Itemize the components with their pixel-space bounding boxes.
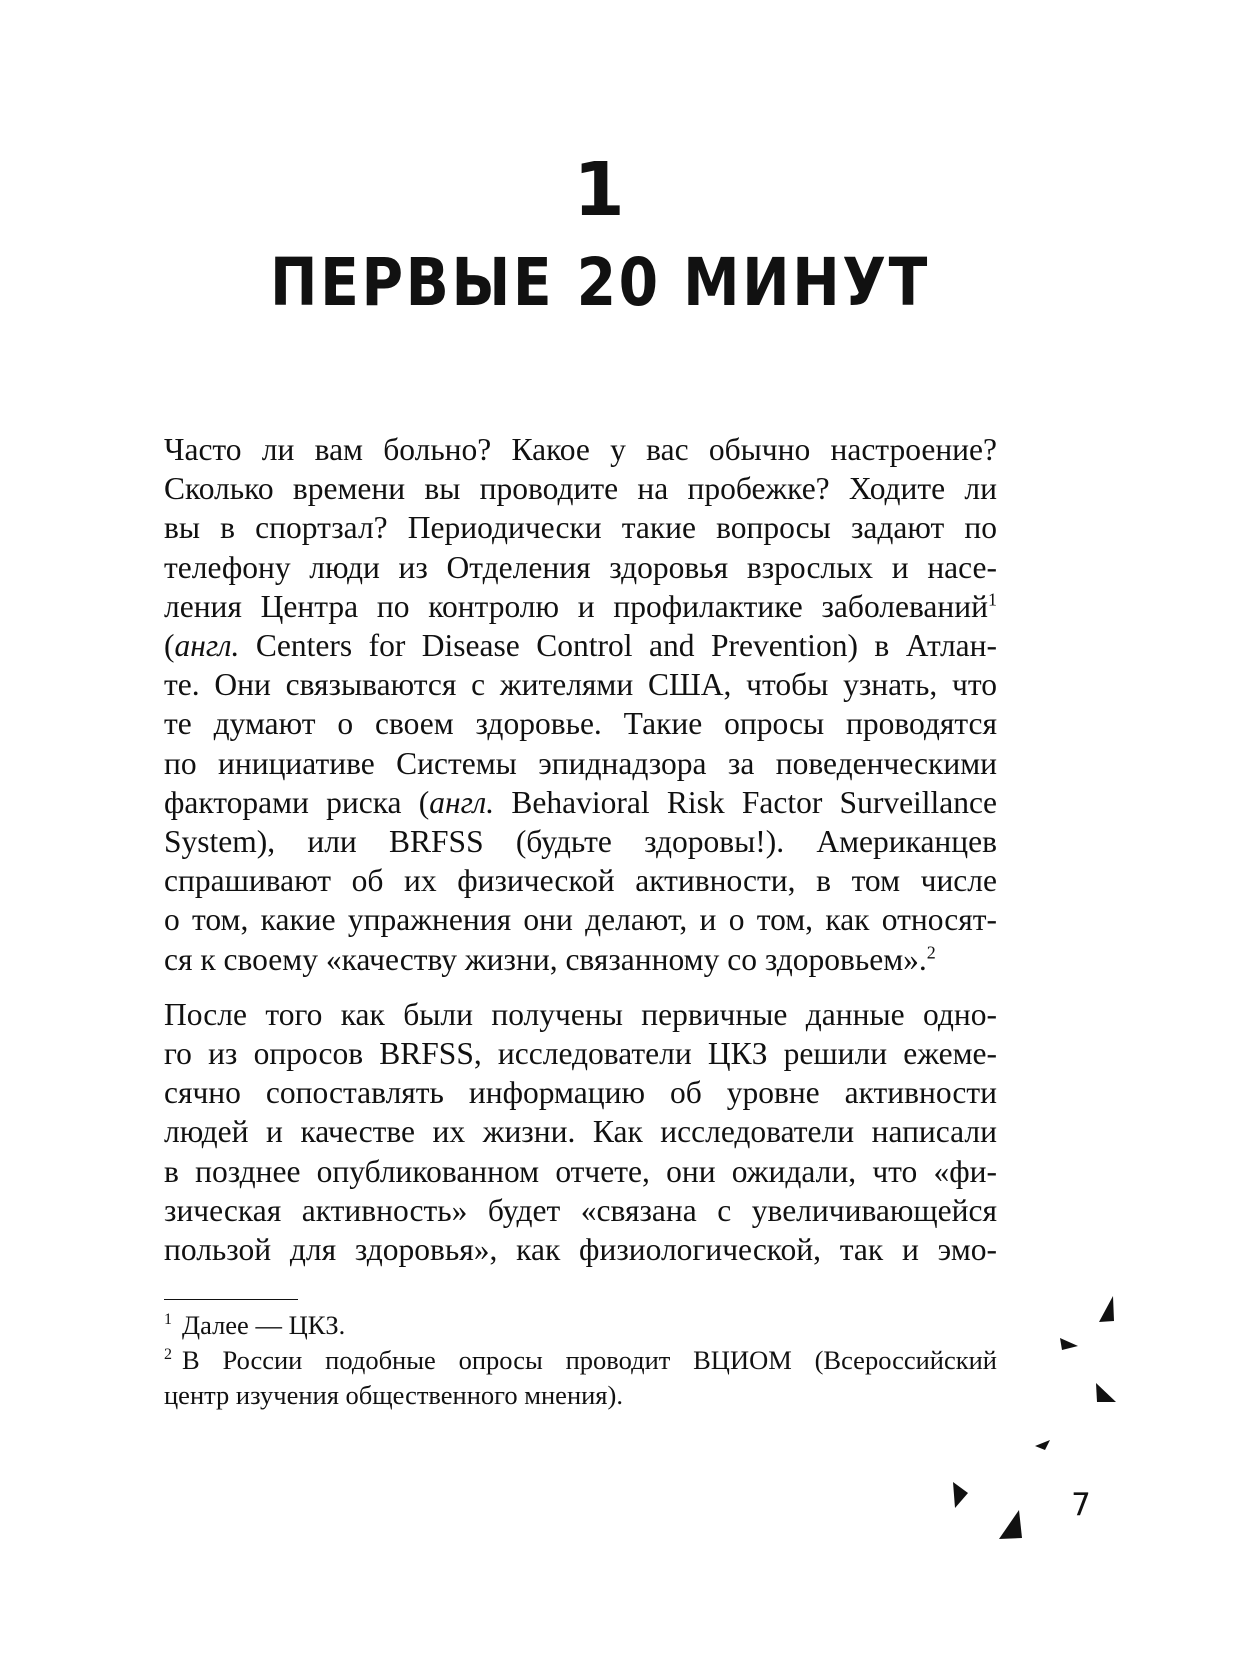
text-line-with-footnote	[164, 587, 997, 626]
triangle-shape	[1099, 1296, 1114, 1322]
text-line: спрашивают об их физической активности, в том числе	[164, 863, 997, 899]
text-line: вы в спортзал? Периодически такие вопросы задают по	[164, 510, 997, 546]
footnote-1	[164, 1308, 997, 1343]
text-line: ления Центра по контролю и профилактике заболеваний	[164, 588, 988, 624]
triangle-shape	[953, 1482, 968, 1508]
footnote-text: центр изучения общественного мнения).	[164, 1380, 623, 1410]
text-line: телефону люди из Отделения здоровья взрослых и насе-	[164, 549, 997, 585]
footnote-divider	[164, 1299, 298, 1300]
text-line: по инициативе Системы эпиднадзора за поведенческими	[164, 745, 997, 781]
text-line: о том, какие упражнения они делают, и о том, как относят-	[164, 902, 997, 938]
text-line: те. Они связываются с жителями США, чтобы узнать, что	[164, 667, 997, 703]
footnote-text: Далее — ЦКЗ.	[182, 1310, 346, 1340]
footnote-ref-1[interactable]: 1	[988, 589, 997, 610]
triangle-shape	[999, 1510, 1022, 1539]
footnote-ref-2[interactable]: 2	[926, 942, 936, 963]
triangle-shape	[1060, 1338, 1078, 1350]
text-line: ся к своему «качеству жизни, связанному со здоровьем».	[164, 941, 927, 977]
paragraph-1	[164, 430, 997, 979]
italic-abbreviation: англ.	[429, 784, 495, 820]
text-line: System), или BRFSS (будьте здоровы!). Американцев	[164, 824, 997, 860]
text-line: го из опросов BRFSS, исследователи ЦКЗ решили ежеме-	[164, 1036, 997, 1072]
body-text	[164, 430, 997, 1269]
footnote-text: В России подобные опросы проводит ВЦИОМ (Всероссийский	[182, 1345, 997, 1375]
footnote-line	[164, 1343, 997, 1378]
text-line: пользой для здоровья», как физиологической, так и эмо-	[164, 1232, 997, 1268]
text-line: людей и качестве их жизни. Как исследователи написали	[164, 1114, 997, 1150]
paragraph-2	[164, 995, 997, 1269]
text-line: те думают о своем здоровье. Такие опросы проводятся	[164, 706, 997, 742]
text-line: в позднее опубликованном отчете, они ожидали, что «фи-	[164, 1153, 997, 1189]
triangle-shape	[1035, 1440, 1050, 1450]
footnote-number: 1	[164, 1311, 172, 1329]
footnote-2	[164, 1343, 997, 1413]
text-line: Сколько времени вы проводите на пробежке? Ходите ли	[164, 471, 997, 507]
text-line: После того как были получены первичные данные одно-	[164, 996, 997, 1032]
italic-abbreviation: англ.	[174, 628, 240, 664]
text-line: факторами риска (англ. Behavioral Risk Factor Surveillance	[164, 784, 997, 820]
footnotes	[164, 1308, 997, 1413]
page-number: 7	[1071, 1487, 1091, 1523]
footnote-number: 2	[164, 1346, 172, 1364]
triangle-shape	[1096, 1383, 1116, 1402]
text-line: Часто ли вам больно? Какое у вас обычно настроение?	[164, 432, 997, 467]
text-line: зическая активность» будет «связана с увеличивающейся	[164, 1192, 997, 1228]
text-line: сячно сопоставлять информацию об уровне активности	[164, 1075, 997, 1111]
chapter-title: ПЕРВЫЕ 20 МИНУТ	[270, 244, 930, 321]
chapter-number: 1	[573, 147, 627, 233]
text-line: (англ. Centers for Disease Control and Prevention) в Атлан-	[164, 628, 997, 664]
footnote-line	[164, 1308, 997, 1343]
text-line-with-footnote	[164, 940, 997, 979]
